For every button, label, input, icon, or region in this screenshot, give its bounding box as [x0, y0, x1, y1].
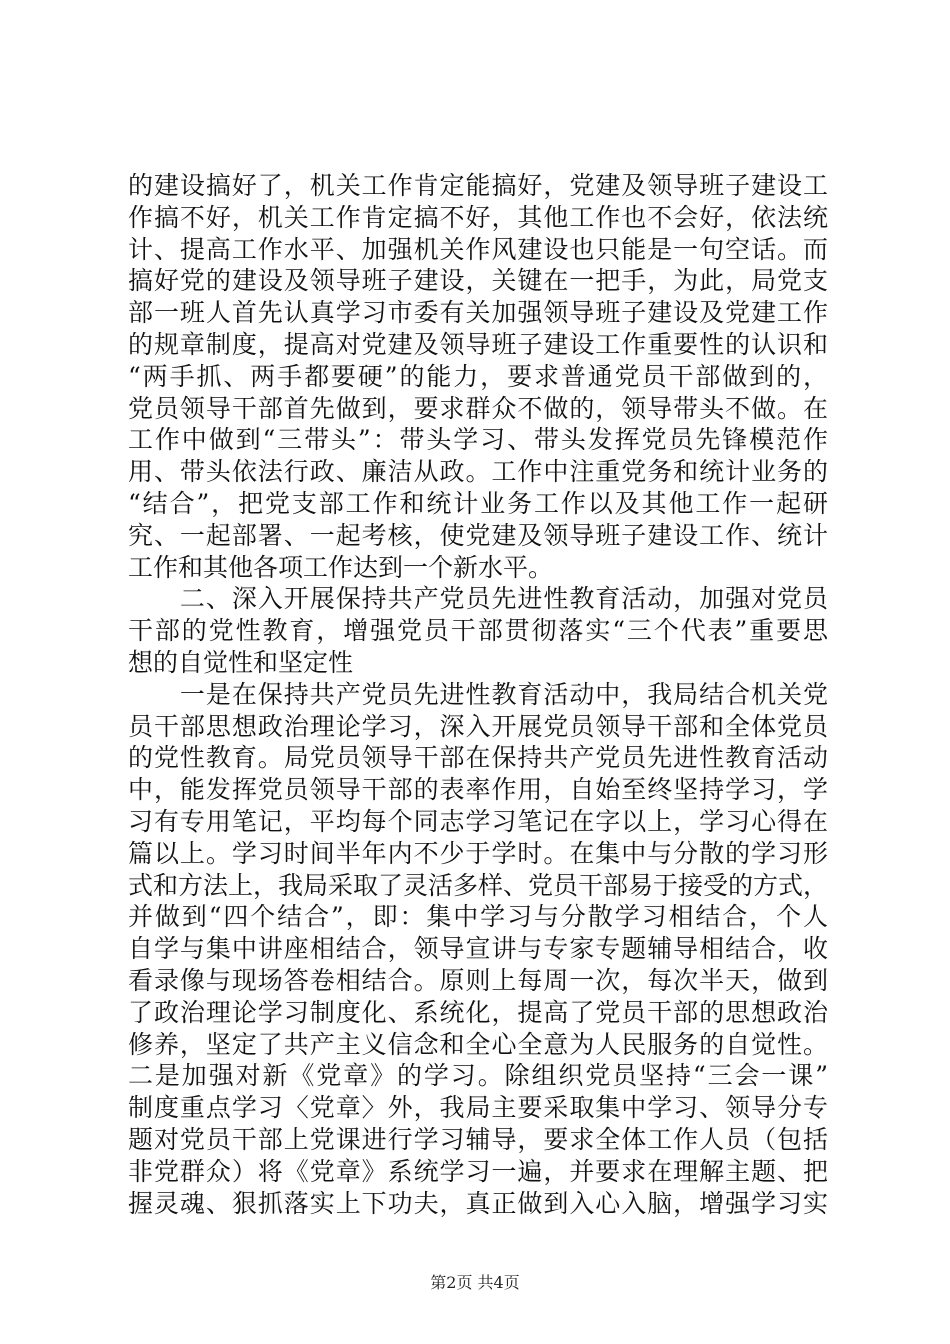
text-line: 作搞不好，机关工作肯定搞不好，其他工作也不会好，依法统 — [128, 202, 828, 232]
text-line: 了政治理论学习制度化、系统化，提高了党员干部的思想政治 — [128, 997, 828, 1027]
text-line: 制度重点学习〈党章〉外，我局主要采取集中学习、领导分专 — [128, 1093, 828, 1123]
text-line: 想的自觉性和坚定性 — [128, 647, 354, 677]
text-line: 并做到“四个结合”，即：集中学习与分散学习相结合，个人 — [128, 902, 828, 932]
text-line: 自学与集中讲座相结合，领导宣讲与专家专题辅导相结合，收 — [128, 934, 828, 964]
text-line: 工作中做到“三带头”：带头学习、带头发挥党员先锋模范作 — [128, 425, 828, 455]
text-line: 二、深入开展保持共产党员先进性教育活动，加强对党员 — [128, 584, 828, 614]
text-line: 非党群众）将《党章》系统学习一遍，并要求在理解主题、把 — [128, 1156, 828, 1186]
text-line: 的规章制度，提高对党建及领导班子建设工作重要性的认识和 — [128, 329, 828, 359]
text-line: 习有专用笔记，平均每个同志学习笔记在字以上，学习心得在 — [128, 806, 828, 836]
text-line: 一是在保持共产党员先进性教育活动中，我局结合机关党 — [128, 679, 828, 709]
text-line: “结合”，把党支部工作和统计业务工作以及其他工作一起研 — [128, 488, 828, 518]
text-line: 修养，坚定了共产主义信念和全心全意为人民服务的自觉性。 — [128, 1029, 828, 1059]
text-line: 中，能发挥党员领导干部的表率作用，自始至终坚持学习，学 — [128, 775, 828, 805]
text-line: 搞好党的建设及领导班子建设，关键在一把手，为此，局党支 — [128, 266, 828, 296]
text-line: 干部的党性教育，增强党员干部贯彻落实“三个代表”重要思 — [128, 616, 828, 646]
text-line: 式和方法上，我局采取了灵活多样、党员干部易于接受的方式， — [128, 870, 828, 900]
text-line: 的党性教育。局党员领导干部在保持共产党员先进性教育活动 — [128, 743, 828, 773]
text-line: 题对党员干部上党课进行学习辅导，要求全体工作人员（包括 — [128, 1124, 828, 1154]
text-line: 工作和其他各项工作达到一个新水平。 — [128, 552, 554, 582]
text-line: 二是加强对新《党章》的学习。除组织党员坚持“三会一课” — [128, 1061, 828, 1091]
page-footer: 第2页 共4页 — [430, 1273, 520, 1292]
text-line: 看录像与现场答卷相结合。原则上每周一次，每次半天，做到 — [128, 965, 828, 995]
text-line: 部一班人首先认真学习市委有关加强领导班子建设及党建工作 — [128, 298, 828, 328]
text-line: “两手抓、两手都要硬”的能力，要求普通党员干部做到的， — [128, 361, 828, 391]
text-line: 的建设搞好了，机关工作肯定能搞好，党建及领导班子建设工 — [128, 171, 828, 200]
text-line: 用、带头依法行政、廉洁从政。工作中注重党务和统计业务的 — [128, 457, 828, 487]
body-text — [128, 170, 828, 1219]
text-line: 员干部思想政治理论学习，深入开展党员领导干部和全体党员 — [128, 711, 828, 741]
text-line: 计、提高工作水平、加强机关作风建设也只能是一句空话。而 — [128, 234, 828, 264]
text-line: 究、一起部署、一起考核，使党建及领导班子建设工作、统计 — [128, 520, 828, 550]
text-line: 篇以上。学习时间半年内不少于学时。在集中与分散的学习形 — [128, 838, 828, 868]
text-line: 党员领导干部首先做到，要求群众不做的，领导带头不做。在 — [128, 393, 828, 423]
text-line: 握灵魂、狠抓落实上下功夫，真正做到入心入脑，增强学习实 — [128, 1188, 828, 1218]
